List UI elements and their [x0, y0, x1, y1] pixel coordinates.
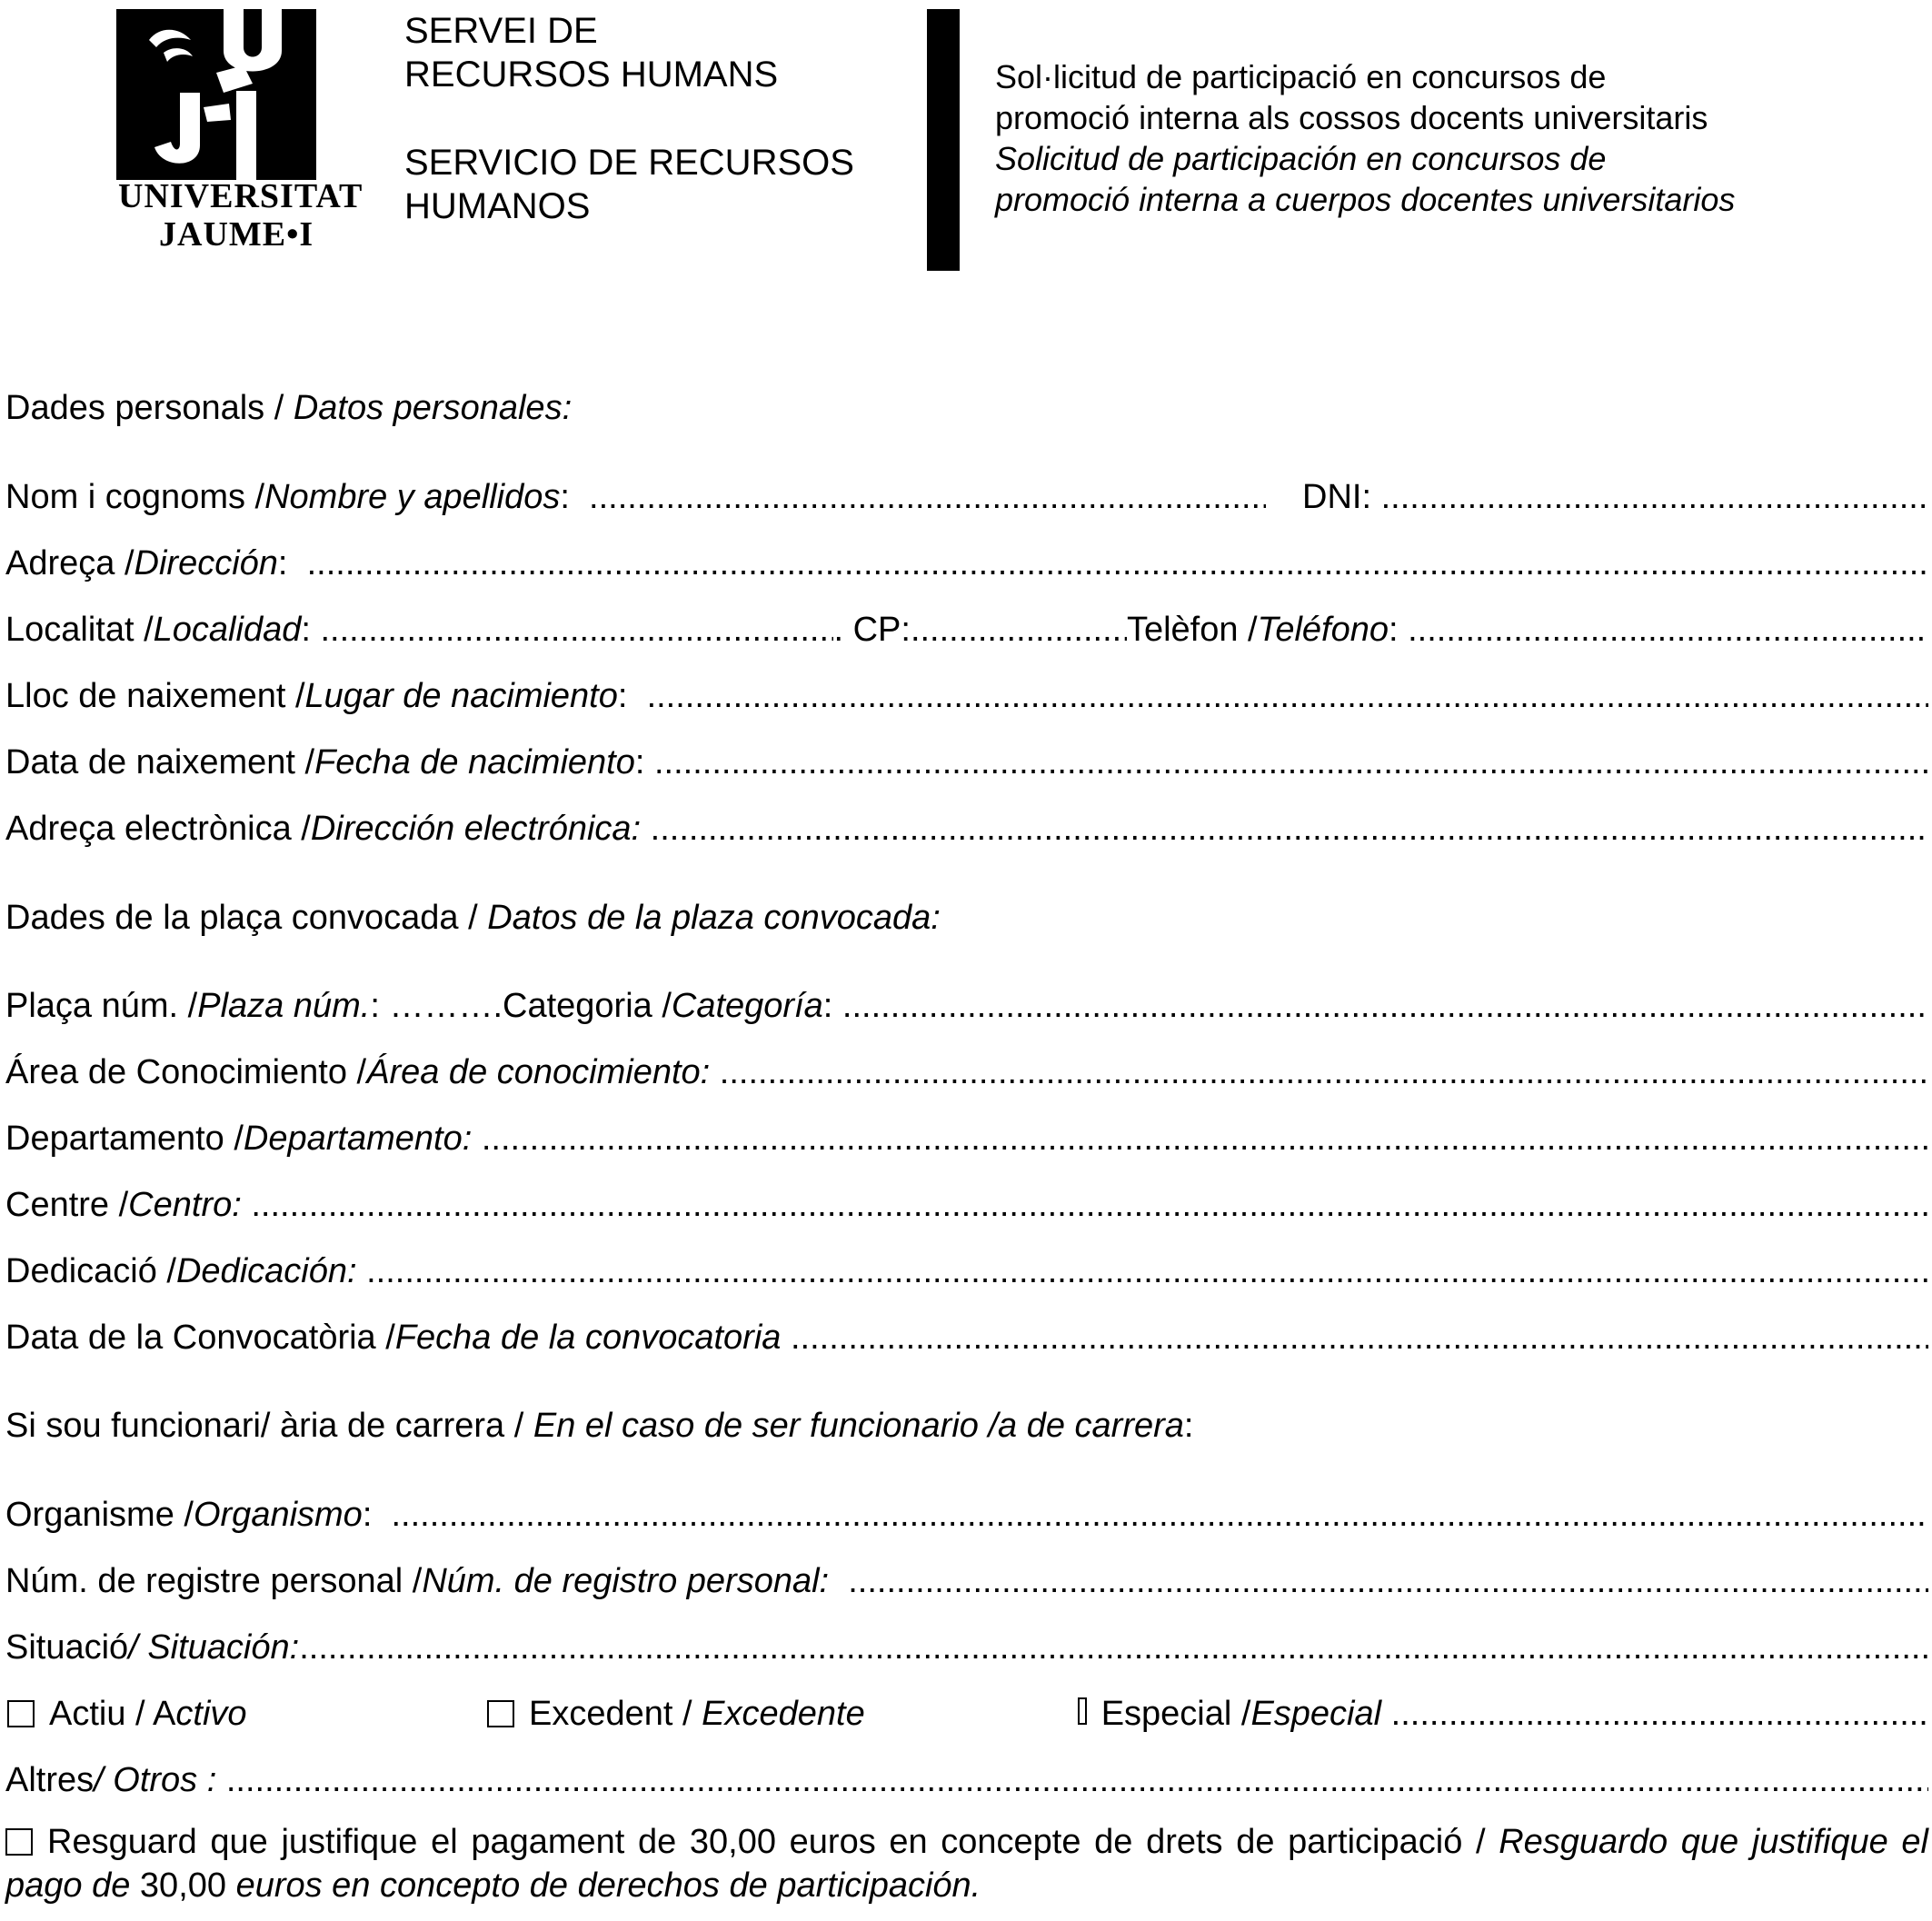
- field-row-dedication: Dedicació / Dedicación: .....: [5, 1249, 1928, 1294]
- field-row-position-category: Plaça núm. / Plaza núm. : ………. Categoria / Categoría : .....: [5, 983, 1928, 1029]
- field-row-address: Adreça / Dirección : .....: [5, 541, 1928, 586]
- knowledge-area-field[interactable]: [720, 1050, 1928, 1095]
- document-title: [995, 56, 1811, 220]
- phone-field[interactable]: [1408, 607, 1928, 652]
- others-field[interactable]: [226, 1757, 1928, 1803]
- title-catalan-line2: promoció interna als cossos docents universitaris: [995, 99, 1708, 136]
- field-row-knowledge-area: Área de Conocimiento / Área de conocimiento: .....: [5, 1050, 1928, 1095]
- field-row-call-date: Data de la Convocatòria / Fecha de la convocatoria .....: [5, 1315, 1928, 1360]
- checkbox-special[interactable]: [1078, 1697, 1087, 1725]
- birthdate-field[interactable]: [654, 740, 1928, 785]
- category-field[interactable]: [842, 983, 1928, 1029]
- field-row-others: Altres / Otros : .....: [5, 1757, 1928, 1803]
- cp-field[interactable]: [911, 607, 1127, 652]
- address-field[interactable]: [307, 541, 1928, 586]
- dedication-field[interactable]: [366, 1249, 1928, 1294]
- field-row-centre: Centre / Centro: .....: [5, 1182, 1928, 1228]
- title-spanish-line1: Solicitud de participación en concursos de: [995, 140, 1607, 177]
- checkbox-active[interactable]: [7, 1700, 35, 1727]
- locality-field[interactable]: [320, 607, 833, 652]
- position-number-field[interactable]: ……….: [389, 987, 503, 1025]
- title-spanish-line2: promoció interna a cuerpos docentes universitarios: [995, 181, 1736, 218]
- field-row-birthdate: Data de naixement / Fecha de nacimiento : .....: [5, 740, 1928, 785]
- field-row-situation: Situació / Situación: .....: [5, 1625, 1928, 1670]
- title-catalan-line1: Sol·licitud de participació en concursos de: [995, 58, 1607, 95]
- header-divider-bar: [927, 9, 960, 271]
- checkbox-payment-receipt[interactable]: [5, 1828, 33, 1856]
- payment-receipt-option: Resguard que justifique el pagament de 30,00 euros en concepte de drets de participació / Resguardo que justifique el pago de 30,00 euros en concepto de derechos de participación.: [5, 1823, 1928, 1905]
- call-date-field[interactable]: [791, 1315, 1928, 1360]
- option-active[interactable]: Actiu / Activo: [7, 1691, 247, 1737]
- field-row-email: Adreça electrònica / Dirección electrónica: .....: [5, 806, 1928, 851]
- situation-field[interactable]: [299, 1625, 1928, 1670]
- field-row-department: Departamento / Departamento: .....: [5, 1116, 1928, 1161]
- logo-wordmark-line1: UNIVERSITAT: [118, 177, 363, 215]
- cp-label: . CP:: [833, 611, 911, 649]
- birthplace-field[interactable]: [647, 673, 1928, 719]
- option-special: Especial / Especial .....: [1078, 1691, 1928, 1737]
- registry-number-field[interactable]: [848, 1558, 1928, 1604]
- field-row-birthplace: Lloc de naixement / Lugar de nacimiento : .....: [5, 673, 1928, 719]
- dni-field[interactable]: [1381, 474, 1928, 520]
- organism-field[interactable]: [392, 1492, 1929, 1538]
- section-heading-personal: Dades personals / Datos personales:: [5, 389, 573, 427]
- service-name-catalan: SERVEI DE RECURSOS HUMANS: [404, 11, 779, 95]
- dni-label: DNI:: [1302, 478, 1372, 516]
- option-excedent[interactable]: Excedent / Excedente: [487, 1691, 865, 1737]
- section-heading-position: Dades de la plaça convocada / Datos de la plaza convocada:: [5, 899, 941, 937]
- checkbox-excedent[interactable]: [487, 1700, 514, 1727]
- field-row-registry-number: Núm. de registre personal / Núm. de registro personal: .....: [5, 1558, 1928, 1604]
- field-row-organism: Organisme / Organismo : .....: [5, 1492, 1928, 1538]
- name-field[interactable]: [589, 474, 1266, 520]
- field-row-name-dni: Nom i cognoms / Nombre y apellidos : ..... DNI: .....: [5, 474, 1928, 520]
- department-field[interactable]: [482, 1116, 1928, 1161]
- field-row-locality: Localitat / Localidad : ..... . CP: ..... Telèfon / Teléfono : .....: [5, 607, 1928, 652]
- email-field[interactable]: [651, 806, 1928, 851]
- university-logo: [116, 9, 316, 180]
- logo-wordmark-line2: JAUME•I: [159, 215, 314, 254]
- section-heading-civil-servant: Si sou funcionari/ ària de carrera / En el caso de ser funcionario /a de carrera:: [5, 1407, 1194, 1445]
- special-field[interactable]: [1391, 1691, 1928, 1737]
- service-name-spanish: SERVICIO DE RECURSOS HUMANOS: [404, 143, 854, 226]
- centre-field[interactable]: [251, 1182, 1928, 1228]
